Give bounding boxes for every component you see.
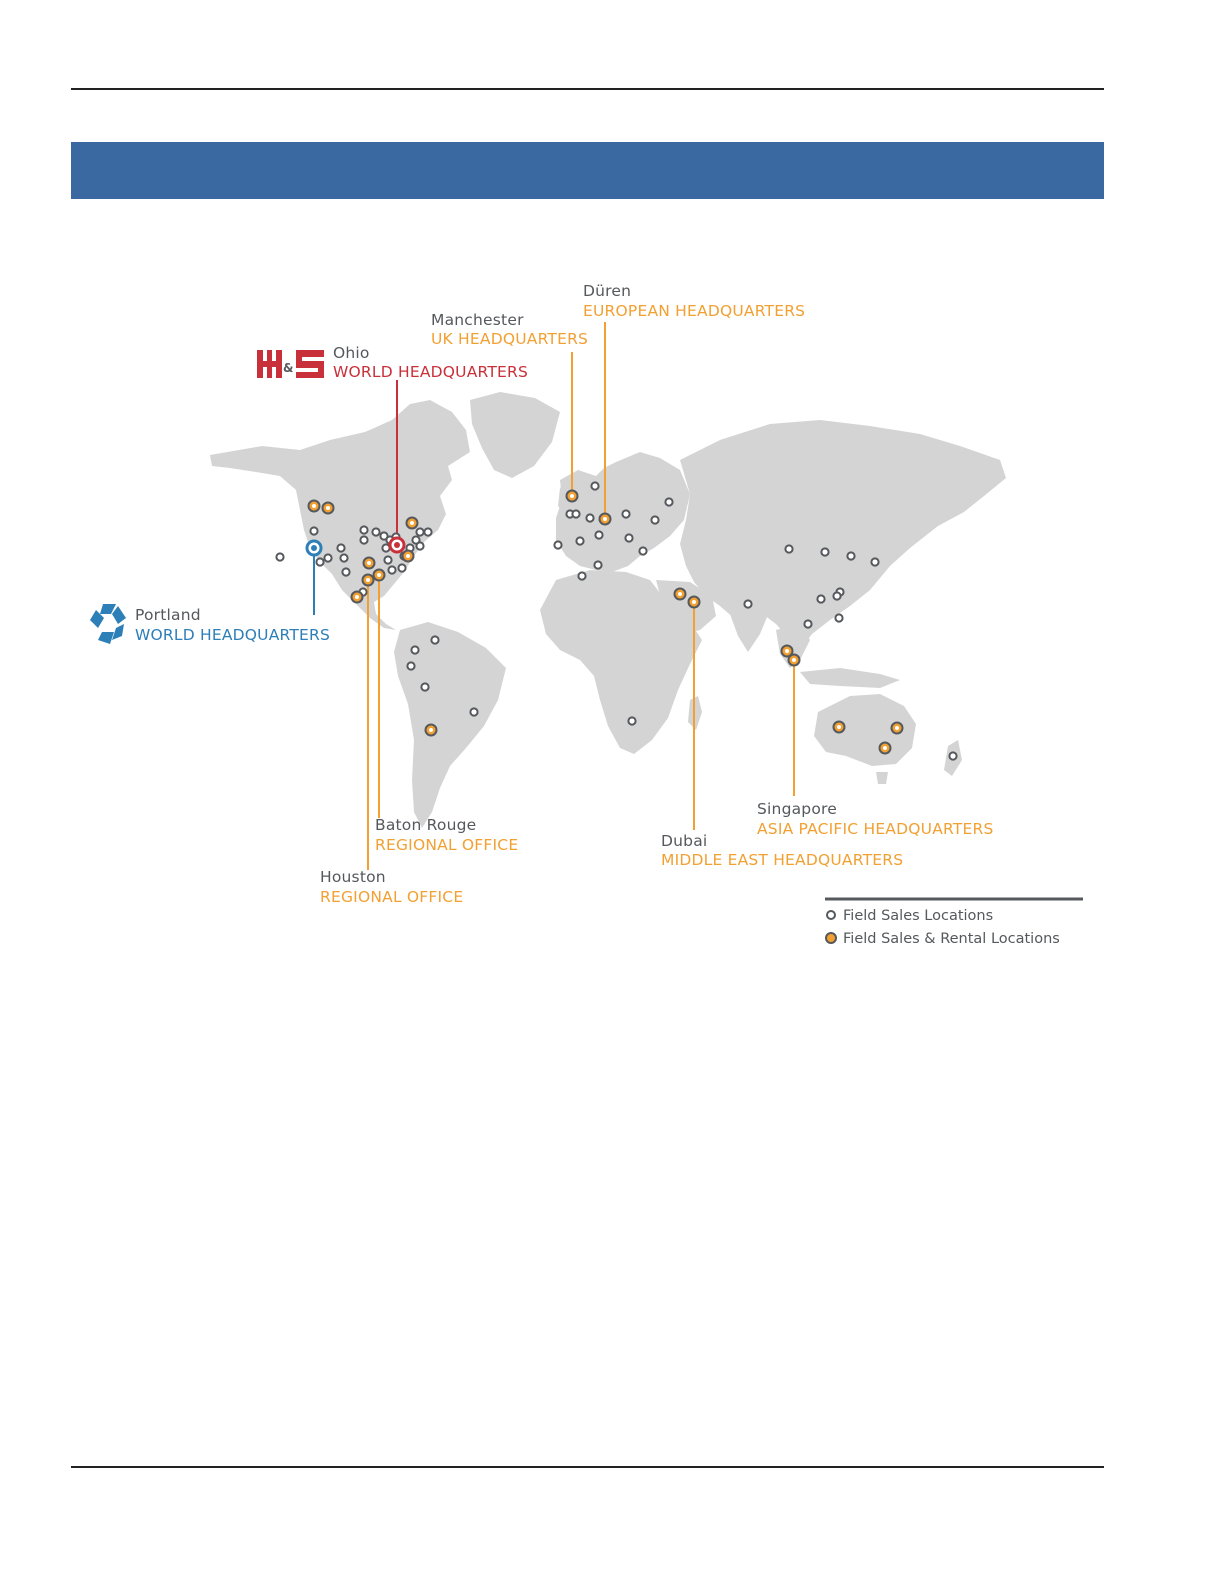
field-sales-marker [360,526,367,533]
portland-city-label: Portland [135,606,201,624]
field-sales-marker [651,516,658,523]
houston-city-label: Houston [320,868,386,886]
hs-logo-h-block [257,350,282,378]
field-sales-marker [398,564,405,571]
field-sales-marker [340,554,347,561]
field-sales-rental-marker-center [406,554,410,558]
field-sales-rental-marker-center [429,728,433,732]
field-sales-rental-legend-label: Field Sales & Rental Locations [843,931,1060,947]
dubai-role-label: MIDDLE EAST HEADQUARTERS [661,851,904,869]
field-sales-marker [804,620,811,627]
field-sales-marker [324,554,331,561]
field-sales-legend-marker [827,911,835,919]
field-sales-marker [847,552,854,559]
manchester-role-label: UK HEADQUARTERS [431,330,589,348]
field-sales-rental-marker-center [792,658,796,662]
field-sales-legend-label: Field Sales Locations [843,908,994,924]
portland-hq-marker-center [311,545,317,551]
field-sales-marker [622,510,629,517]
field-sales-rental-marker-center [785,649,789,653]
field-sales-marker [586,514,593,521]
field-sales-marker [591,482,598,489]
field-sales-marker [424,528,431,535]
field-sales-rental-marker-center [312,504,316,508]
field-sales-rental-marker-center [366,578,370,582]
field-sales-marker [431,636,438,643]
field-sales-marker [639,547,646,554]
manchester-city-label: Manchester [431,311,524,329]
field-sales-marker [384,556,391,563]
field-sales-marker [416,542,423,549]
landmasses [210,392,1006,828]
field-sales-marker [416,528,423,535]
field-sales-marker [470,708,477,715]
asia [680,420,1006,650]
hs-logo [257,350,324,378]
field-sales-marker [744,600,751,607]
duren-role-label: EUROPEAN HEADQUARTERS [583,302,806,320]
singapore-role-label: ASIA PACIFIC HEADQUARTERS [757,820,994,838]
field-sales-marker [388,566,395,573]
field-sales-marker [625,534,632,541]
houston-role-label: REGIONAL OFFICE [320,888,464,906]
field-sales-rental-marker-center [678,592,682,596]
field-sales-marker [665,498,672,505]
indonesia [800,668,900,688]
field-sales-marker [785,545,792,552]
field-sales-marker [372,528,379,535]
field-sales-marker [310,527,317,534]
greenland [470,392,560,478]
field-sales-marker [572,510,579,517]
field-sales-rental-marker-center [895,726,899,730]
dubai-city-label: Dubai [661,832,708,850]
baton-rouge-city-label: Baton Rouge [375,816,477,834]
field-sales-marker [276,553,283,560]
south-america [394,622,506,828]
field-sales-rental-marker-center [692,600,696,604]
field-sales-marker [871,558,878,565]
field-sales-rental-marker-center [410,521,414,525]
tasmania [876,772,888,784]
field-sales-marker [411,646,418,653]
field-sales-rental-marker-center [377,573,381,577]
field-sales-rental-marker-center [837,725,841,729]
baton-rouge-role-label: REGIONAL OFFICE [375,836,519,854]
hs-logo-ampersand: & [283,361,294,375]
star-emblem-icon [90,604,126,644]
field-sales-marker [360,536,367,543]
field-sales-marker [554,541,561,548]
ohio-city-label: Ohio [333,344,370,362]
field-sales-marker [594,561,601,568]
field-sales-rental-marker-center [570,494,574,498]
field-sales-marker [949,752,956,759]
field-sales-marker [316,558,323,565]
india [728,590,770,652]
ohio-role-label: WORLD HEADQUARTERS [333,363,529,381]
portland-role-label: WORLD HEADQUARTERS [135,626,331,644]
field-sales-rental-marker-center [883,746,887,750]
field-sales-marker [421,683,428,690]
field-sales-marker [595,531,602,538]
field-sales-rental-marker-center [355,595,359,599]
field-sales-marker [821,548,828,555]
map-legend [825,899,1083,947]
hs-logo-s-block [296,350,324,378]
field-sales-marker [817,595,824,602]
north-america [210,400,470,630]
field-sales-rental-marker-center [326,506,330,510]
field-sales-rental-marker-center [603,517,607,521]
field-sales-rental-legend-marker [826,933,836,943]
field-sales-marker [835,614,842,621]
field-sales-marker [407,662,414,669]
field-sales-marker [342,568,349,575]
field-sales-marker [628,717,635,724]
field-sales-marker [576,537,583,544]
field-sales-marker [337,544,344,551]
field-sales-marker [833,592,840,599]
field-sales-marker [578,572,585,579]
singapore-city-label: Singapore [757,800,837,818]
ohio-hq-marker-center [394,542,400,548]
duren-city-label: Düren [583,282,632,300]
field-sales-rental-marker-center [367,561,371,565]
